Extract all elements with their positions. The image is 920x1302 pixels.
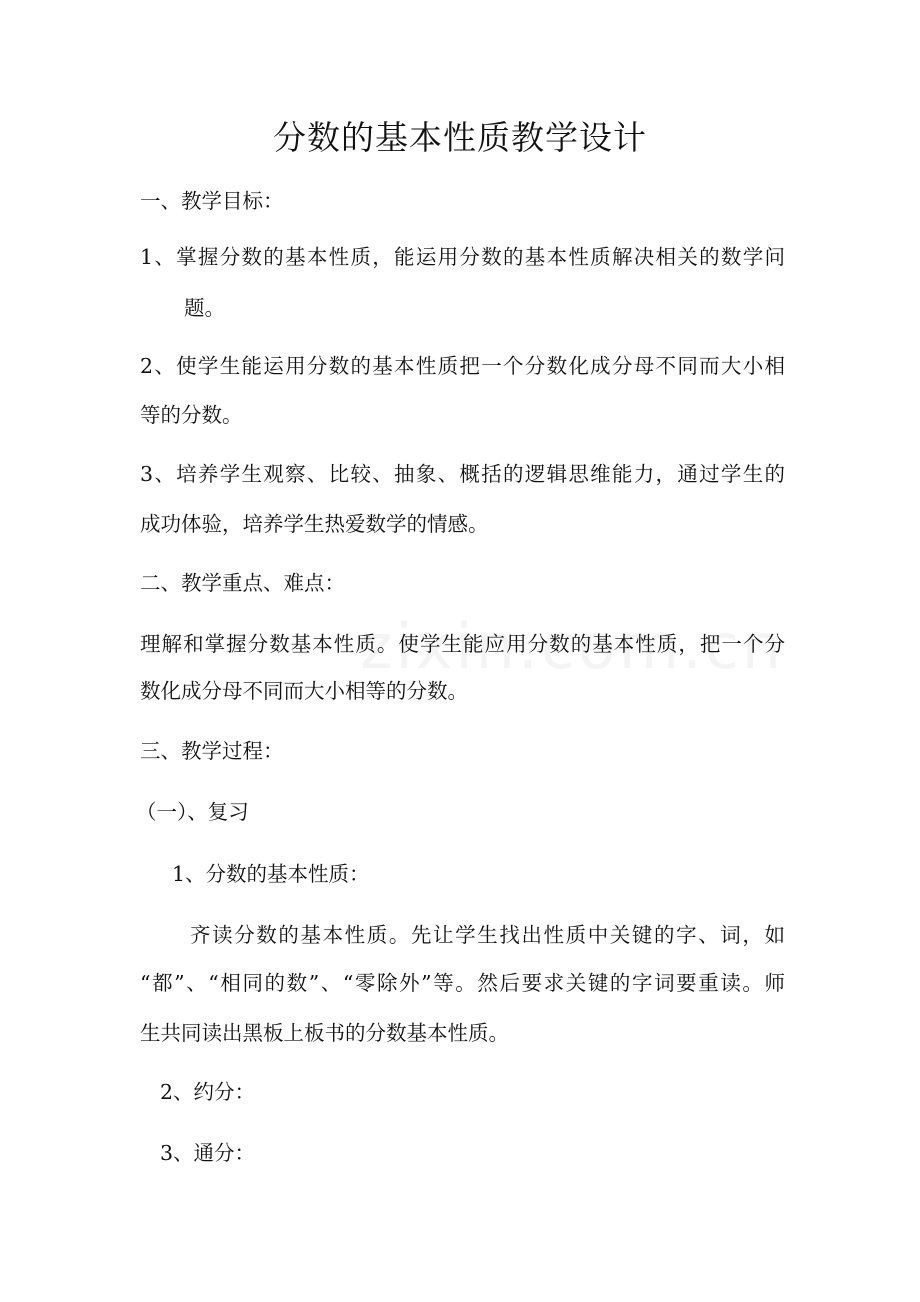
- section1-heading: 一、教学目标：: [140, 189, 284, 213]
- document-title: 分数的基本性质教学设计: [273, 118, 647, 157]
- review-para-line2: “都”、“相同的数”、“零除外”等。然后要求关键的字词要重读。师: [140, 971, 785, 995]
- objective-3-line2: 成功体验，培养学生热爱数学的情感。: [140, 512, 489, 536]
- review-para-line1: 齐读分数的基本性质。先让学生找出性质中关键的字、词，如: [190, 923, 785, 947]
- review-point-1: 1、分数的基本性质：: [172, 862, 370, 886]
- objective-1-line1: 1、掌握分数的基本性质，能运用分数的基本性质解决相关的数学问: [140, 245, 785, 269]
- keypoints-line1: 理解和掌握分数基本性质。使学生能应用分数的基本性质，把一个分: [140, 632, 785, 656]
- review-subheading: （一）、复习: [136, 800, 249, 824]
- review-point-3: 3、通分：: [160, 1141, 256, 1165]
- section3-heading: 三、教学过程：: [140, 739, 284, 763]
- objective-1-line2: 题。: [184, 296, 225, 320]
- objective-3-line1: 3、培养学生观察、比较、抽象、概括的逻辑思维能力，通过学生的: [140, 462, 785, 486]
- objective-2-line1: 2、使学生能运用分数的基本性质把一个分数化成分母不同而大小相: [140, 354, 785, 378]
- section2-heading: 二、教学重点、难点：: [140, 571, 345, 595]
- objective-2-line2: 等的分数。: [140, 403, 243, 427]
- keypoints-line2: 数化成分母不同而大小相等的分数。: [140, 679, 468, 703]
- review-para-line3: 生共同读出黑板上板书的分数基本性质。: [140, 1021, 509, 1045]
- review-point-2: 2、约分：: [160, 1080, 256, 1104]
